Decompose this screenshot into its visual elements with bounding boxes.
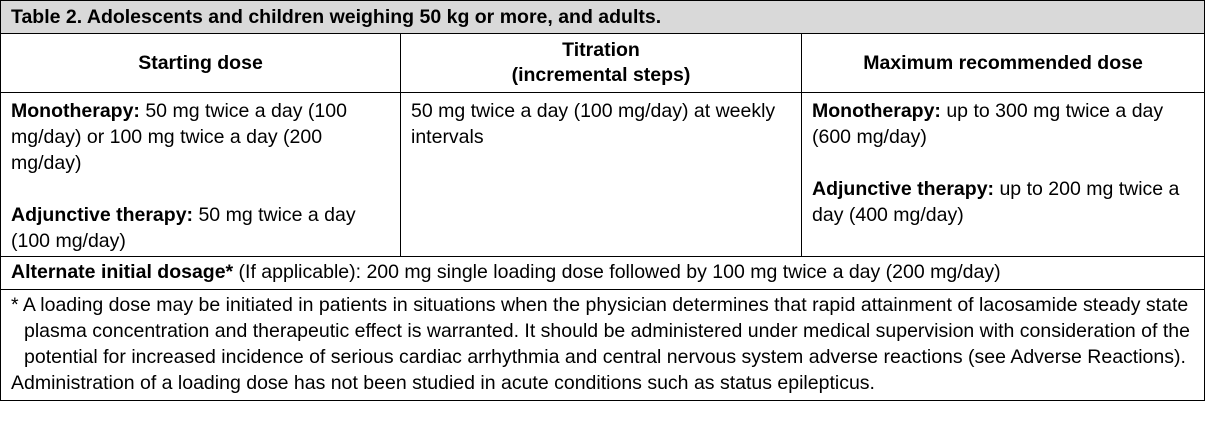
maximum-monotherapy <box>812 98 1194 150</box>
footnote-not-studied: Administration of a loading dose has not been studied in acute conditions such as status epilepticus. <box>11 372 875 394</box>
header-titration <box>401 34 802 93</box>
footnote-loading-dose: * A loading dose may be initiated in patients in situations when the physician determines that rapid attainment of lacosamide steady state plasma concentration and therapeutic effect is warranted. It should be administered under medical supervision with consideration of the potential for increased incidence of serious cardiac arrhythmia and central nervous system adverse reactions (see Adverse Reactions). <box>11 294 1190 368</box>
cell-starting-dose <box>1 93 401 257</box>
maximum-adjunctive-label: Adjunctive therapy: <box>812 178 995 200</box>
maximum-adjunctive-text: up to 200 mg twice a day (400 mg/day) <box>812 178 1180 226</box>
header-starting-dose: Starting dose <box>1 34 401 93</box>
starting-monotherapy <box>11 98 390 176</box>
alternate-dosage-row <box>1 257 1205 290</box>
header-row <box>1 34 1205 93</box>
titration-text: 50 mg twice a day (100 mg/day) at weekly intervals <box>411 100 776 148</box>
alternate-dosage-cell <box>1 257 1205 290</box>
table-caption: Table 2. Adolescents and children weighing 50 kg or more, and adults. <box>1 1 1205 34</box>
maximum-adjunctive <box>812 176 1194 228</box>
header-titration-line1: Titration <box>562 39 640 61</box>
footnote-cell <box>1 290 1205 401</box>
dose-row <box>1 93 1205 257</box>
alternate-dosage-text: (If applicable): 200 mg single loading dose followed by 100 mg twice a day (200 mg/day) <box>233 261 1001 283</box>
maximum-monotherapy-label: Monotherapy: <box>812 100 941 122</box>
cell-titration <box>401 93 802 257</box>
maximum-monotherapy-text: up to 300 mg twice a day (600 mg/day) <box>812 100 1164 148</box>
starting-adjunctive <box>11 202 390 254</box>
header-titration-line2: (incremental steps) <box>511 64 691 86</box>
starting-adjunctive-label: Adjunctive therapy: <box>11 204 194 226</box>
starting-monotherapy-label: Monotherapy: <box>11 100 140 122</box>
alternate-dosage-label: Alternate initial dosage* <box>11 261 234 283</box>
starting-adjunctive-text: 50 mg twice a day (100 mg/day) <box>11 204 356 252</box>
cell-maximum-dose <box>802 93 1205 257</box>
footnote-row <box>1 290 1205 401</box>
header-maximum-dose: Maximum recommended dose <box>802 34 1205 93</box>
starting-monotherapy-text: 50 mg twice a day (100 mg/day) or 100 mg twice a day (200 mg/day) <box>11 100 347 174</box>
